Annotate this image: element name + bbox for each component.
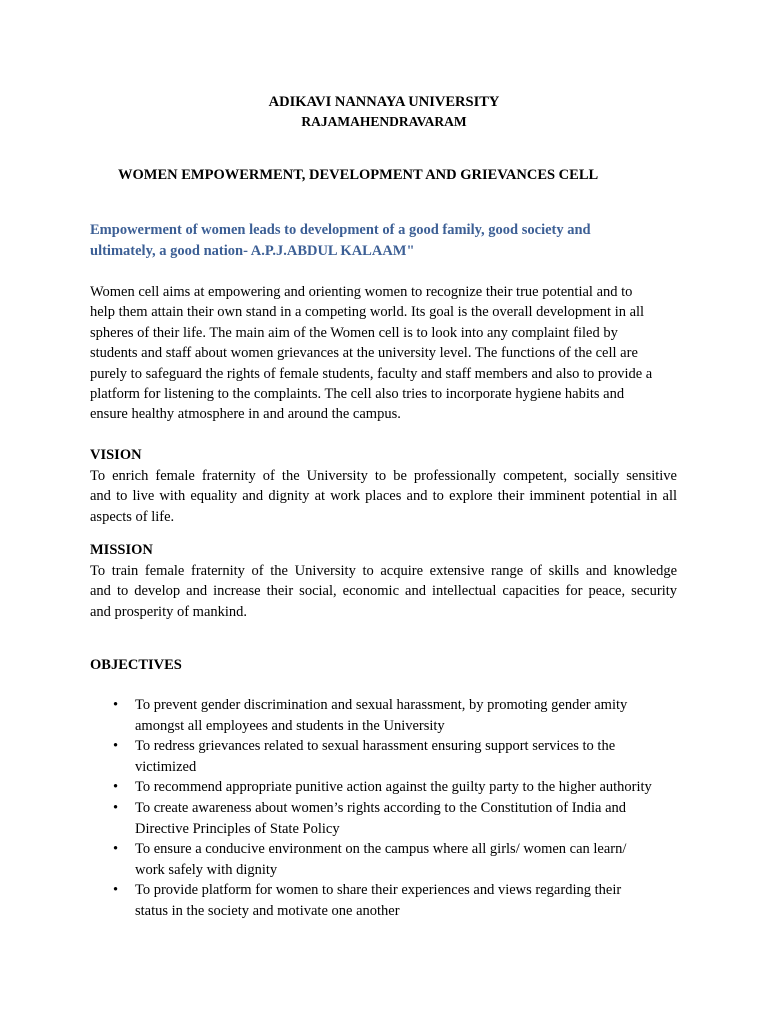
bullet-icon: • [113, 841, 119, 858]
objectives-list [90, 695, 690, 922]
mission-line: To train female fraternity of the University to acquire extensive range of skills and knowledge [90, 563, 677, 579]
intro-paragraph [90, 282, 680, 425]
intro-line: purely to safeguard the rights of female students, faculty and staff members and also to provide a [90, 365, 653, 382]
objective-line: amongst all employees and students in the University [135, 717, 445, 734]
vision-line: and to live with equality and dignity at work places and to explore their imminent potential in all [90, 488, 677, 505]
quote-line: Empowerment of women leads to development of a good family, good society and [90, 222, 591, 238]
bullet-icon: • [113, 779, 119, 796]
objective-line: Directive Principles of State Policy [135, 820, 340, 837]
university-name: ADIKAVI NANNAYA UNIVERSITY [268, 94, 500, 110]
objective-line: work safely with dignity [135, 861, 278, 878]
objective-line: To redress grievances related to sexual harassment ensuring support services to the [135, 738, 616, 755]
mission-heading: MISSION [90, 542, 153, 558]
objective-line: To provide platform for women to share their experiences and views regarding their [135, 882, 622, 899]
objective-item [90, 777, 690, 798]
quote [90, 220, 680, 261]
vision-line: aspects of life. [90, 508, 175, 525]
mission-line: and prosperity of mankind. [90, 603, 248, 620]
intro-line: Women cell aims at empowering and orienting women to recognize their true potential and to [90, 284, 633, 300]
vision-line: To enrich female fraternity of the University to be professionally competent, socially sensitive [90, 468, 677, 484]
cell-title: WOMEN EMPOWERMENT, DEVELOPMENT AND GRIEVANCES CELL [118, 167, 599, 183]
objective-item [90, 839, 690, 880]
objective-item [90, 736, 690, 777]
mission-line: and to develop and increase their social, economic and intellectual capacities for peace, security [90, 583, 677, 600]
objective-item [90, 798, 690, 839]
objective-item [90, 695, 690, 736]
objectives-heading: OBJECTIVES [90, 657, 182, 673]
quote-line: ultimately, a good nation- A.P.J.ABDUL KALAAM" [90, 242, 415, 259]
objective-line: To ensure a conducive environment on the campus where all girls/ women can learn/ [135, 841, 627, 858]
objective-line: To create awareness about women’s rights according to the Constitution of India and [135, 799, 627, 816]
intro-line: spheres of their life. The main aim of the Women cell is to look into any complaint filed by [90, 324, 618, 341]
university-city: RAJAMAHENDRAVARAM [301, 114, 467, 129]
vision-text [90, 466, 677, 527]
intro-line: students and staff about women grievances at the university level. The functions of the cell are [90, 345, 638, 362]
objective-line: victimized [135, 758, 197, 775]
objective-line: To prevent gender discrimination and sexual harassment, by promoting gender amity [135, 697, 628, 713]
bullet-icon: • [113, 697, 119, 713]
intro-line: help them attain their own stand in a competing world. Its goal is the overall development in all [90, 304, 645, 321]
objective-item [90, 880, 690, 921]
objective-line: status in the society and motivate one another [135, 902, 400, 919]
vision-heading: VISION [90, 447, 142, 463]
mission-text [90, 561, 677, 622]
intro-line: ensure healthy atmosphere in and around the campus. [90, 406, 401, 423]
bullet-icon: • [113, 882, 119, 899]
intro-line: platform for listening to the complaints. The cell also tries to incorporate hygiene habits and [90, 386, 625, 403]
objective-line: To recommend appropriate punitive action against the guilty party to the higher authority [135, 779, 652, 796]
bullet-icon: • [113, 799, 119, 816]
bullet-icon: • [113, 738, 119, 755]
